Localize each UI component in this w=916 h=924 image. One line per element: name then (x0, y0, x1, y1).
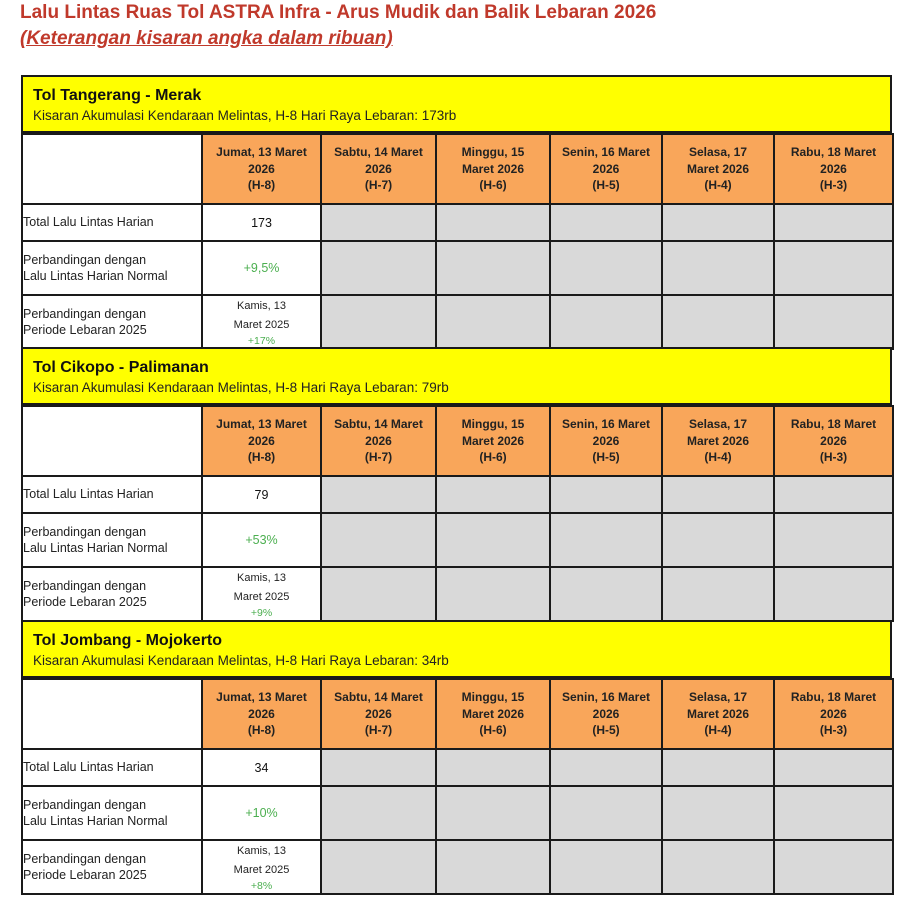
empty-cell (662, 786, 774, 840)
text-line: Maret 2026 (461, 706, 525, 721)
vs-lebaran-cell (202, 840, 321, 894)
text-line: Selasa, 17 (688, 690, 748, 705)
date-header (550, 679, 662, 749)
text-line: (H-7) (364, 450, 393, 465)
toll-section (21, 347, 892, 622)
date-header (774, 406, 893, 476)
text-line: Rabu, 18 Maret (790, 145, 877, 160)
date-header (774, 134, 893, 204)
empty-cell (550, 786, 662, 840)
text-line: Perbandingan dengan (23, 524, 147, 539)
row-label (22, 840, 202, 894)
text-line: Sabtu, 14 Maret (334, 690, 423, 705)
text-line: Senin, 16 Maret (561, 690, 651, 705)
empty-cell (321, 513, 436, 567)
text-line: Senin, 16 Maret (561, 145, 651, 160)
text-line: (H-6) (479, 450, 507, 465)
comparison-date: Kamis, 13 (237, 845, 286, 857)
empty-cell (774, 513, 893, 567)
date-header (202, 134, 321, 204)
empty-cell (550, 295, 662, 349)
text-line: 2026 (365, 161, 392, 176)
text-line: Periode Lebaran 2025 (23, 595, 147, 609)
empty-cell (436, 749, 550, 786)
text-line: Perbandingan dengan (23, 578, 147, 593)
empty-cell (662, 513, 774, 567)
text-line: (H-3) (819, 450, 848, 465)
text-line: Perbandingan dengan (23, 851, 147, 866)
text-line: 2026 (248, 706, 275, 721)
section-accumulation: Kisaran Akumulasi Kendaraan Melintas, H-8 Hari Raya Lebaran: 34rb (33, 653, 449, 668)
section-header (21, 75, 892, 133)
empty-cell (321, 786, 436, 840)
section-accumulation: Kisaran Akumulasi Kendaraan Melintas, H-8 Hari Raya Lebaran: 79rb (33, 380, 449, 395)
row-label (22, 476, 202, 513)
comparison-date: Kamis, 13 (237, 300, 286, 312)
text-line: Jumat, 13 Maret (216, 690, 307, 705)
row-label (22, 567, 202, 621)
date-header (321, 406, 436, 476)
empty-cell (774, 295, 893, 349)
text-line: (H-6) (479, 178, 507, 193)
text-line: Maret 2026 (461, 433, 525, 448)
corner-cell (22, 406, 202, 476)
empty-cell (550, 204, 662, 241)
corner-cell (22, 134, 202, 204)
empty-cell (436, 241, 550, 295)
text-line: (H-4) (704, 178, 732, 193)
empty-cell (662, 476, 774, 513)
traffic-table (21, 678, 894, 895)
text-line: 2026 (592, 433, 620, 448)
row-label (22, 749, 202, 786)
row-total-traffic (22, 749, 893, 786)
empty-cell (774, 241, 893, 295)
text-line: Jumat, 13 Maret (216, 417, 307, 432)
text-line: Total Lalu Lintas Harian (23, 215, 154, 230)
vs-normal-change: +10% (202, 786, 321, 840)
empty-cell (774, 786, 893, 840)
empty-cell (774, 476, 893, 513)
date-header (321, 679, 436, 749)
text-line: (H-3) (819, 178, 848, 193)
vs-lebaran-change: +8% (250, 880, 273, 892)
date-header (774, 679, 893, 749)
row-vs-lebaran-2025 (22, 567, 893, 621)
text-line: Minggu, 15 (461, 145, 525, 160)
text-line: Total Lalu Lintas Harian (23, 760, 154, 775)
empty-cell (550, 749, 662, 786)
row-total-traffic (22, 476, 893, 513)
traffic-table (21, 405, 894, 622)
empty-cell (550, 241, 662, 295)
empty-cell (321, 295, 436, 349)
text-line: Perbandingan dengan (23, 252, 147, 267)
text-line: Maret 2026 (686, 706, 750, 721)
vs-lebaran-change: +17% (247, 335, 276, 347)
row-label (22, 786, 202, 840)
text-line: Perbandingan dengan (23, 306, 147, 321)
empty-cell (662, 840, 774, 894)
empty-cell (321, 840, 436, 894)
date-header (550, 134, 662, 204)
text-line: (H-8) (247, 450, 276, 465)
date-header (662, 406, 774, 476)
section-name: Tol Jombang - Mojokerto (33, 632, 223, 649)
text-line: Minggu, 15 (461, 417, 525, 432)
empty-cell (436, 295, 550, 349)
row-vs-normal (22, 513, 893, 567)
text-line: Rabu, 18 Maret (790, 690, 877, 705)
page-subtitle: (Keterangan kisaran angka dalam ribuan) (20, 28, 393, 49)
row-label (22, 513, 202, 567)
total-traffic-value: 34 (202, 749, 321, 786)
text-line: Jumat, 13 Maret (216, 145, 307, 160)
text-line: 2026 (592, 161, 620, 176)
empty-cell (436, 513, 550, 567)
empty-cell (436, 786, 550, 840)
row-total-traffic (22, 204, 893, 241)
total-traffic-value: 79 (202, 476, 321, 513)
text-line: Periode Lebaran 2025 (23, 323, 147, 337)
vs-lebaran-cell (202, 567, 321, 621)
empty-cell (774, 567, 893, 621)
text-line: Senin, 16 Maret (561, 417, 651, 432)
date-header (436, 406, 550, 476)
empty-cell (550, 567, 662, 621)
corner-cell (22, 679, 202, 749)
empty-cell (436, 476, 550, 513)
text-line: Selasa, 17 (688, 145, 748, 160)
text-line: Maret 2026 (461, 161, 525, 176)
text-line: 2026 (365, 433, 392, 448)
text-line: Minggu, 15 (461, 690, 525, 705)
text-line: 2026 (820, 161, 847, 176)
text-line: Lalu Lintas Harian Normal (23, 814, 168, 828)
empty-cell (550, 840, 662, 894)
page-title: Lalu Lintas Ruas Tol ASTRA Infra - Arus Mudik dan Balik Lebaran 2026 (20, 2, 657, 23)
empty-cell (321, 476, 436, 513)
row-vs-lebaran-2025 (22, 295, 893, 349)
text-line: (H-5) (592, 178, 620, 193)
empty-cell (662, 204, 774, 241)
text-line: (H-7) (364, 178, 393, 193)
text-line: Sabtu, 14 Maret (334, 145, 423, 160)
empty-cell (550, 513, 662, 567)
text-line: Sabtu, 14 Maret (334, 417, 423, 432)
row-label (22, 241, 202, 295)
row-vs-normal (22, 786, 893, 840)
date-header (321, 134, 436, 204)
traffic-table (21, 133, 894, 350)
text-line: (H-3) (819, 723, 848, 738)
toll-section (21, 620, 892, 895)
text-line: (H-8) (247, 178, 276, 193)
text-line: (H-6) (479, 723, 507, 738)
text-line: 2026 (365, 706, 392, 721)
section-header (21, 620, 892, 678)
date-header (662, 134, 774, 204)
empty-cell (321, 241, 436, 295)
text-line: Maret 2026 (686, 161, 750, 176)
date-header (202, 406, 321, 476)
comparison-date: Maret 2025 (233, 864, 290, 876)
empty-cell (550, 476, 662, 513)
text-line: Periode Lebaran 2025 (23, 868, 147, 882)
section-name: Tol Cikopo - Palimanan (33, 359, 209, 376)
text-line: 2026 (820, 706, 847, 721)
empty-cell (436, 840, 550, 894)
empty-cell (321, 749, 436, 786)
section-accumulation: Kisaran Akumulasi Kendaraan Melintas, H-8 Hari Raya Lebaran: 173rb (33, 108, 457, 123)
empty-cell (321, 204, 436, 241)
empty-cell (662, 295, 774, 349)
row-vs-normal (22, 241, 893, 295)
text-line: Lalu Lintas Harian Normal (23, 541, 168, 555)
section-name: Tol Tangerang - Merak (33, 87, 202, 104)
text-line: (H-7) (364, 723, 393, 738)
text-line: 2026 (248, 433, 275, 448)
comparison-date: Maret 2025 (233, 591, 290, 603)
total-traffic-value: 173 (202, 204, 321, 241)
text-line: 2026 (592, 706, 620, 721)
comparison-date: Kamis, 13 (237, 572, 286, 584)
vs-lebaran-cell (202, 295, 321, 349)
text-line: 2026 (248, 161, 275, 176)
text-line: Selasa, 17 (688, 417, 748, 432)
empty-cell (662, 567, 774, 621)
date-header (436, 134, 550, 204)
empty-cell (774, 749, 893, 786)
text-line: Lalu Lintas Harian Normal (23, 269, 168, 283)
empty-cell (662, 749, 774, 786)
empty-cell (662, 241, 774, 295)
vs-lebaran-change: +9% (250, 607, 273, 619)
empty-cell (774, 204, 893, 241)
text-line: Rabu, 18 Maret (790, 417, 877, 432)
text-line: (H-4) (704, 450, 732, 465)
text-line: Perbandingan dengan (23, 797, 147, 812)
text-line: 2026 (820, 433, 847, 448)
date-header (662, 679, 774, 749)
row-vs-lebaran-2025 (22, 840, 893, 894)
empty-cell (436, 204, 550, 241)
text-line: (H-5) (592, 450, 620, 465)
section-header (21, 347, 892, 405)
text-line: Total Lalu Lintas Harian (23, 487, 154, 502)
toll-section (21, 75, 892, 350)
vs-normal-change: +9,5% (202, 241, 321, 295)
text-line: Maret 2026 (686, 433, 750, 448)
date-header (436, 679, 550, 749)
empty-cell (774, 840, 893, 894)
empty-cell (321, 567, 436, 621)
text-line: (H-8) (247, 723, 276, 738)
date-header (202, 679, 321, 749)
date-header (550, 406, 662, 476)
vs-normal-change: +53% (202, 513, 321, 567)
text-line: (H-4) (704, 723, 732, 738)
comparison-date: Maret 2025 (233, 319, 290, 331)
row-label (22, 295, 202, 349)
row-label (22, 204, 202, 241)
text-line: (H-5) (592, 723, 620, 738)
empty-cell (436, 567, 550, 621)
